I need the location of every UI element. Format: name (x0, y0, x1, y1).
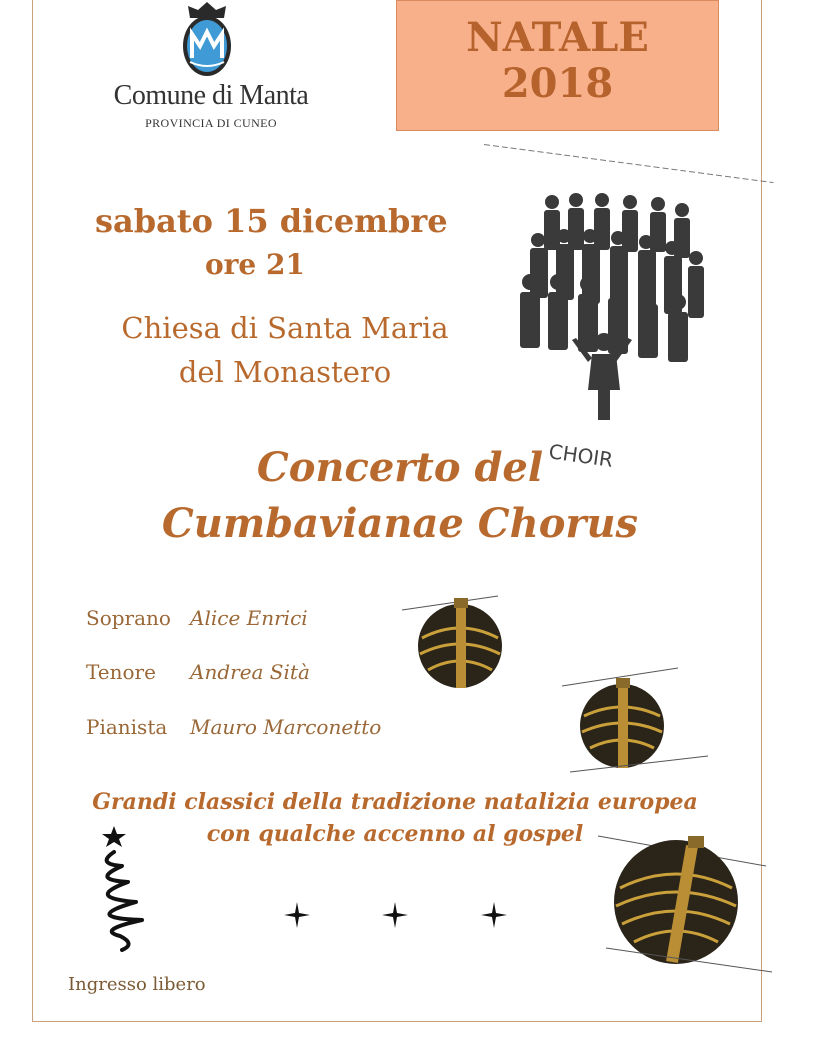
title-line-2: Cumbavianae Chorus (161, 500, 639, 547)
performer-role: Soprano (86, 606, 171, 630)
municipality-logo (90, 0, 330, 135)
sparkle-icon (479, 900, 509, 930)
venue-line-2: del Monastero (178, 355, 392, 389)
ornament-small-2 (560, 660, 710, 778)
performer-name: Andrea Sità (190, 660, 310, 684)
performer-row (86, 715, 381, 739)
coat-of-arms-icon (180, 0, 234, 78)
performer-role: Tenore (86, 660, 156, 684)
christmas-tree-icon (76, 824, 156, 954)
ornament-small-1 (400, 588, 540, 700)
performer-row (86, 660, 310, 684)
performer-name: Mauro Marconetto (190, 715, 382, 739)
sparkle-icon (380, 900, 410, 930)
performer-name: Alice Enrici (190, 606, 308, 630)
performer-role: Pianista (86, 715, 168, 739)
choir-caption: CHOIR (547, 439, 615, 472)
title-line-1: Concerto del (256, 444, 544, 491)
natale-banner (396, 0, 719, 131)
event-venue (80, 306, 490, 394)
concert-title (60, 440, 740, 552)
province-name: PROVINCIA DI CUNEO (145, 116, 277, 130)
choir-illustration (512, 190, 712, 480)
banner-year: 2018 (501, 60, 614, 107)
free-entry-note: Ingresso libero (68, 974, 206, 995)
event-time: ore 21 (205, 248, 305, 281)
event-date: sabato 15 dicembre (95, 202, 448, 240)
tagline-line-1: Grandi classici della tradizione natalizia europea (92, 789, 698, 815)
municipality-name: Comune di Manta (113, 80, 309, 111)
venue-line-1: Chiesa di Santa Maria (121, 311, 449, 345)
tagline-line-2: con qualche accenno al gospel (206, 821, 584, 847)
sparkle-icon (282, 900, 312, 930)
banner-title: NATALE (466, 14, 649, 61)
performer-row (86, 606, 308, 630)
